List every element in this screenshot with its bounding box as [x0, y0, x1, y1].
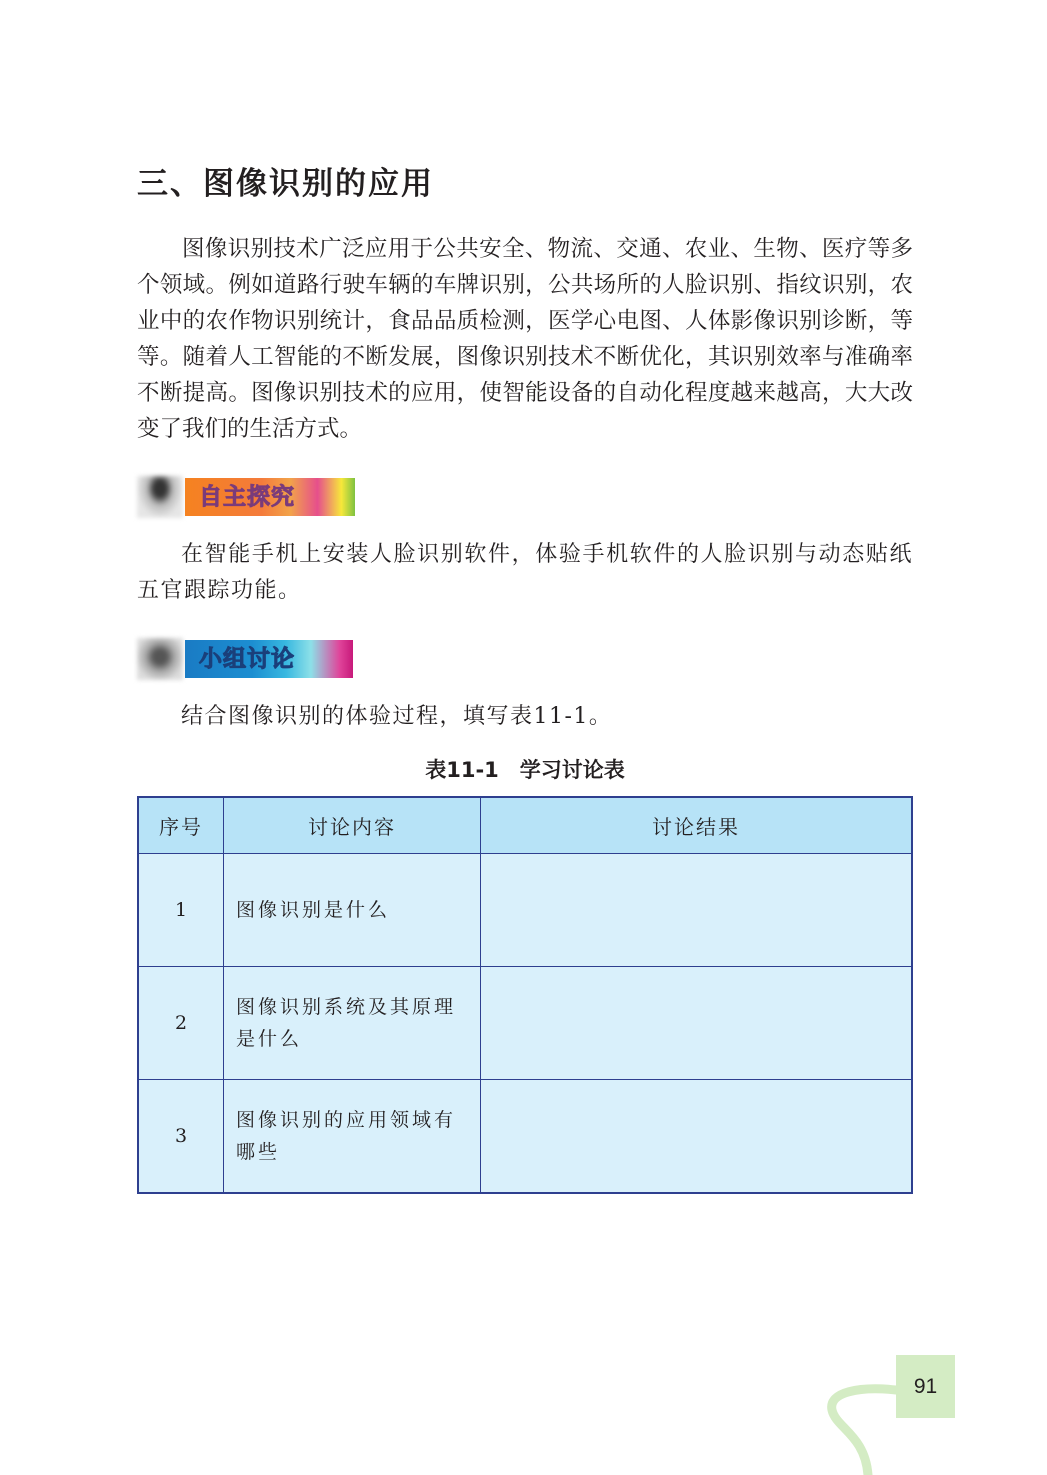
page-number: 91: [896, 1355, 955, 1418]
row-num: 2: [138, 967, 224, 1080]
row-result-cell[interactable]: [481, 1080, 913, 1194]
table-row: [138, 1080, 912, 1194]
discuss-text: 结合图像识别的体验过程，填写表11-1。: [181, 704, 613, 729]
row-num: 3: [138, 1080, 224, 1194]
row-result-cell[interactable]: [481, 854, 913, 967]
explore-text: 在智能手机上安装人脸识别软件，体验手机软件的人脸识别与动态贴纸五官跟踪功能。: [137, 542, 913, 603]
discussion-table: [137, 796, 913, 1194]
section-heading: 三、图像识别的应用: [137, 166, 434, 202]
explore-badge-label: 自主探究: [185, 478, 355, 516]
discuss-figure-icon: [137, 638, 183, 680]
header-topic: 讨论内容: [224, 797, 481, 854]
row-topic: 图像识别的应用领域有哪些: [224, 1080, 481, 1194]
table-row: [138, 854, 912, 967]
table-caption: 表11-1 学习讨论表: [425, 758, 625, 782]
header-result: 讨论结果: [481, 797, 913, 854]
row-topic: 图像识别系统及其原理是什么: [224, 967, 481, 1080]
row-topic: 图像识别是什么: [224, 854, 481, 967]
page-decoration-curve: [820, 1380, 900, 1475]
row-num: 1: [138, 854, 224, 967]
header-num: 序号: [138, 797, 224, 854]
explore-figure-icon: [137, 476, 183, 518]
table-row: [138, 967, 912, 1080]
row-result-cell[interactable]: [481, 967, 913, 1080]
discuss-badge-label: 小组讨论: [185, 640, 353, 678]
table-header-row: [138, 797, 912, 854]
intro-paragraph: 图像识别技术广泛应用于公共安全、物流、交通、农业、生物、医疗等多个领域。例如道路行驶车辆的车牌识别，公共场所的人脸识别、指纹识别，农业中的农作物识别统计，食品品质检测，医学心电图、人体影像识别诊断，等等。随着人工智能的不断发展，图像识别技术不断优化，其识别效率与准确率不断提高。图像识别技术的应用，使智能设备的自动化程度越来越高，大大改变了我们的生活方式。: [137, 236, 913, 442]
